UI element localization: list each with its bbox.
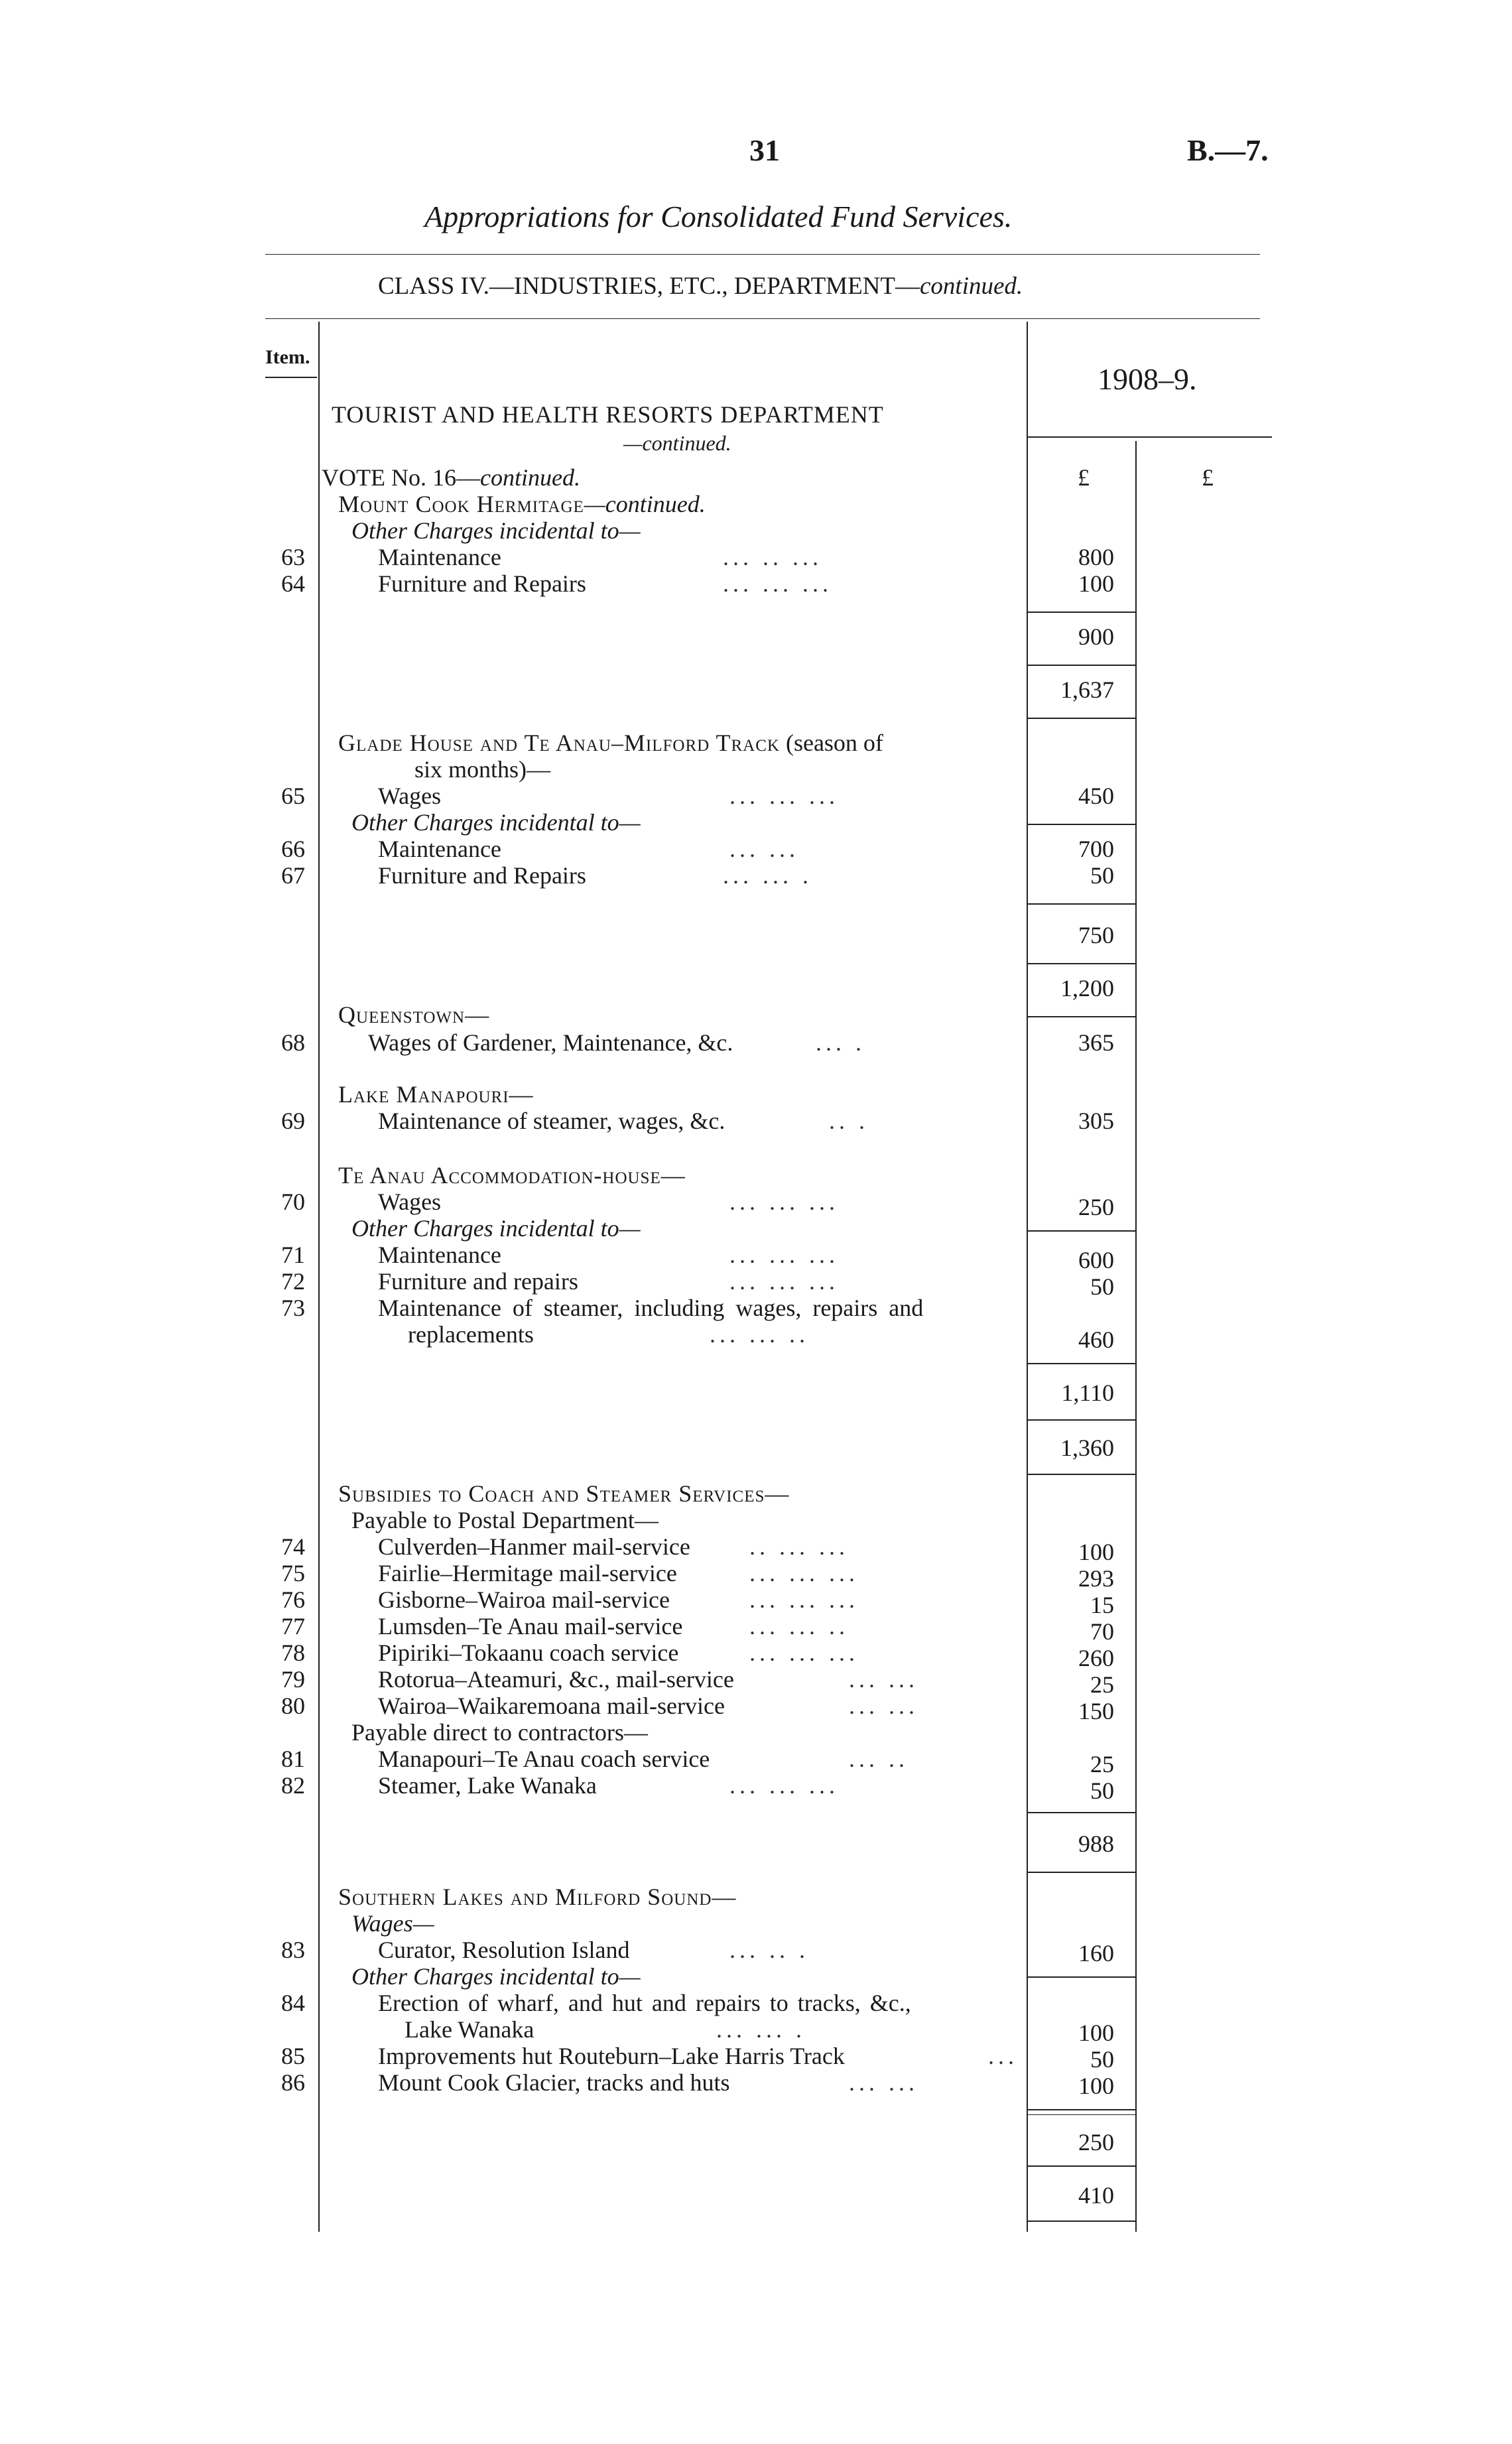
total-rule	[1027, 2165, 1135, 2167]
leader-dots: .. ... ...	[749, 1533, 849, 1560]
leader-dots: ... ... ...	[749, 1586, 859, 1613]
subtotal-rule	[1027, 1812, 1135, 1813]
mount-cook-sub: Other Charges incidental to—	[351, 517, 641, 544]
currency-symbol-2: £	[1202, 464, 1214, 491]
mount-cook-heading	[338, 491, 706, 517]
line-amount: 450	[1078, 783, 1114, 809]
item-number: 75	[281, 1560, 305, 1586]
leader-dots: ... ...	[849, 1693, 918, 1719]
line-label-continued: Lake Wanaka	[405, 2016, 535, 2043]
class-heading-cont: continued.	[920, 273, 1023, 300]
manapouri-heading: Lake Manapouri—	[338, 1081, 534, 1108]
item-number: 77	[281, 1613, 305, 1640]
line-amount: 460	[1078, 1326, 1114, 1353]
southern-lakes-heading: Southern Lakes and Milford Sound—	[338, 1884, 737, 1910]
line-label: Gisborne–Wairoa mail-service	[378, 1586, 670, 1613]
department-cont: —continued.	[623, 431, 731, 455]
line-label: Maintenance of steamer, wages, &c.	[378, 1108, 725, 1134]
leader-dots: ... ...	[849, 1666, 918, 1693]
item-number: 81	[281, 1746, 305, 1772]
subtotal-amount: 900	[1078, 623, 1114, 650]
line-amount: 293	[1078, 1565, 1114, 1592]
line-label: Wages	[378, 783, 442, 809]
leader-dots: ... .. .	[729, 1937, 809, 1963]
line-label: Steamer, Lake Wanaka	[378, 1772, 597, 1799]
item-number: 68	[281, 1029, 305, 1056]
line-label-continued: replacements	[408, 1321, 534, 1348]
glade-house-heading	[338, 730, 883, 756]
row-rule	[1027, 1976, 1135, 1978]
leader-dots: ... ... ..	[710, 1321, 809, 1348]
line-amount: 25	[1090, 1671, 1114, 1698]
mount-cook-title: Mount Cook Hermitage	[338, 491, 584, 517]
line-label: Rotorua–Ateamuri, &c., mail-service	[378, 1666, 734, 1693]
leader-dots: ... .	[816, 1029, 865, 1056]
item-number: 86	[281, 2069, 305, 2096]
line-amount: 50	[1090, 1777, 1114, 1804]
item-number: 70	[281, 1189, 305, 1215]
line-label: Furniture and Repairs	[378, 862, 586, 889]
line-amount: 100	[1078, 2073, 1114, 2099]
item-number: 78	[281, 1640, 305, 1666]
item-number: 73	[281, 1295, 305, 1321]
line-amount: 100	[1078, 570, 1114, 597]
item-number: 67	[281, 862, 305, 889]
vote-cont: continued.	[479, 464, 580, 491]
top-rule	[265, 318, 1260, 319]
leader-dots: ... ... ...	[729, 1772, 839, 1799]
glade-house-tail: (season of	[785, 730, 883, 756]
glade-house-heading-line2: six months)—	[414, 756, 551, 783]
leader-dots: ... ...	[849, 2069, 918, 2096]
line-amount: 25	[1090, 1751, 1114, 1777]
currency-symbol-1: £	[1078, 464, 1090, 491]
leader-dots: ... ... ...	[723, 570, 832, 597]
item-number: 74	[281, 1533, 305, 1560]
line-amount: 100	[1078, 2020, 1114, 2046]
amount-column-divider-left	[1027, 322, 1028, 2232]
section-end-rule	[1027, 718, 1135, 719]
line-amount: 50	[1090, 1273, 1114, 1300]
item-column-divider	[318, 322, 320, 2232]
class-heading-text: CLASS IV.—INDUSTRIES, ETC., DEPARTMENT—	[378, 273, 920, 300]
leader-dots: ... ... ...	[729, 783, 839, 809]
leader-dots: ... ..	[849, 1746, 909, 1772]
total-amount: 1,360	[1060, 1435, 1114, 1461]
document-reference: B.—7.	[1187, 133, 1269, 167]
line-label: Maintenance of steamer, including wages, repairs and	[378, 1295, 924, 1321]
line-amount: 50	[1090, 862, 1114, 889]
section-end-rule	[1027, 1016, 1135, 1017]
item-number: 82	[281, 1772, 305, 1799]
total-amount: 988	[1078, 1831, 1114, 1857]
line-amount: 150	[1078, 1698, 1114, 1724]
row-rule	[1027, 1230, 1135, 1232]
line-label: Maintenance	[378, 1242, 501, 1268]
leader-dots: ... .. ...	[723, 544, 822, 570]
item-number: 69	[281, 1108, 305, 1134]
line-label: Erection of wharf, and hut and repairs to tracks, &c.,	[378, 1990, 911, 2016]
total-rule	[1027, 665, 1135, 666]
line-label: Maintenance	[378, 544, 501, 570]
year-header-rule	[1027, 436, 1272, 438]
item-number: 64	[281, 570, 305, 597]
item-number: 65	[281, 783, 305, 809]
row-rule	[1027, 824, 1135, 825]
subsidies-heading: Subsidies to Coach and Steamer Services—	[338, 1480, 790, 1507]
line-label: Culverden–Hanmer mail-service	[378, 1533, 690, 1560]
item-number: 79	[281, 1666, 305, 1693]
queenstown-heading: Queenstown—	[338, 1001, 490, 1028]
item-number: 83	[281, 1937, 305, 1963]
department-name: TOURIST AND HEALTH RESORTS DEPARTMENT	[332, 401, 884, 428]
leader-dots: ... ... ...	[729, 1189, 839, 1215]
leader-dots: ... ... .	[716, 2016, 806, 2043]
leader-dots: .. .	[829, 1108, 869, 1134]
line-label: Lumsden–Te Anau mail-service	[378, 1613, 683, 1640]
mount-cook-cont: —continued.	[584, 491, 706, 517]
line-label: Furniture and Repairs	[378, 570, 586, 597]
line-label: Improvements hut Routeburn–Lake Harris Track	[378, 2043, 845, 2069]
section-end-rule	[1027, 1872, 1135, 1873]
total-amount: 410	[1078, 2182, 1114, 2209]
section-end-rule	[1027, 2220, 1135, 2222]
amount-column-divider-right	[1135, 441, 1137, 2232]
total-amount: 1,200	[1060, 975, 1114, 1001]
line-label: Fairlie–Hermitage mail-service	[378, 1560, 677, 1586]
section-end-rule	[1027, 1474, 1135, 1475]
line-amount: 50	[1090, 2046, 1114, 2073]
leader-dots: ... ... ..	[749, 1613, 849, 1640]
subsidies-direct-heading: Payable direct to contractors—	[351, 1719, 648, 1746]
item-number: 80	[281, 1693, 305, 1719]
subtotal-amount: 1,110	[1061, 1380, 1114, 1406]
te-anau-heading: Te Anau Accommodation-house—	[338, 1162, 686, 1189]
line-label: Furniture and repairs	[378, 1268, 578, 1295]
class-heading	[378, 272, 1023, 300]
line-label: Pipiriki–Tokaanu coach service	[378, 1640, 679, 1666]
leader-dots: ... ... ...	[729, 1268, 839, 1295]
vote-line	[322, 464, 580, 491]
total-rule	[1027, 963, 1135, 964]
total-rule	[1027, 1419, 1135, 1421]
line-amount: 260	[1078, 1645, 1114, 1671]
item-number: 63	[281, 544, 305, 570]
glade-house-sub: Other Charges incidental to—	[351, 809, 641, 836]
item-number: 84	[281, 1990, 305, 2016]
line-amount: 305	[1078, 1108, 1114, 1134]
subtotal-rule	[1027, 903, 1135, 905]
glade-house-title: Glade House and Te Anau–Milford Track	[338, 730, 780, 756]
leader-dots: ... ... ...	[749, 1640, 859, 1666]
line-amount: 600	[1078, 1247, 1114, 1273]
subtotal-rule	[1027, 1363, 1135, 1364]
subtotal-rule	[1027, 611, 1135, 613]
line-amount: 100	[1078, 1539, 1114, 1565]
subtotal-amount: 250	[1078, 2129, 1114, 2155]
line-label: Wairoa–Waikaremoana mail-service	[378, 1693, 725, 1719]
line-amount: 700	[1078, 836, 1114, 862]
line-amount: 250	[1078, 1194, 1114, 1220]
total-amount: 1,637	[1060, 676, 1114, 703]
year-header: 1908–9.	[1098, 362, 1197, 396]
subtotal-rule	[1027, 2109, 1135, 2110]
page-number: 31	[749, 133, 780, 167]
page-title: Appropriations for Consolidated Fund Services.	[424, 200, 1013, 233]
line-amount: 160	[1078, 1940, 1114, 1966]
leader-dots: ... ...	[729, 836, 799, 862]
line-amount: 365	[1078, 1029, 1114, 1056]
line-amount: 800	[1078, 544, 1114, 570]
item-number: 85	[281, 2043, 305, 2069]
subtotal-amount: 750	[1078, 922, 1114, 948]
line-label: Mount Cook Glacier, tracks and huts	[378, 2069, 730, 2096]
item-header-rule	[265, 377, 317, 378]
subsidies-postal-heading: Payable to Postal Department—	[351, 1507, 659, 1533]
southern-lakes-sub: Other Charges incidental to—	[351, 1963, 641, 1990]
item-number: 71	[281, 1242, 305, 1268]
item-number: 72	[281, 1268, 305, 1295]
te-anau-sub: Other Charges incidental to—	[351, 1215, 641, 1242]
item-column-header: Item.	[265, 346, 310, 368]
line-label: Manapouri–Te Anau coach service	[378, 1746, 710, 1772]
line-label: Curator, Resolution Island	[378, 1937, 630, 1963]
leader-dots: ... ... ...	[749, 1560, 859, 1586]
leader-dots: ... ... ...	[729, 1242, 839, 1268]
title-rule	[265, 254, 1260, 255]
subtotal-rule-double	[1027, 2114, 1135, 2115]
item-number: 76	[281, 1586, 305, 1613]
line-label: Wages of Gardener, Maintenance, &c.	[368, 1029, 733, 1056]
line-label: Wages	[378, 1189, 442, 1215]
leader-dots: ...	[988, 2043, 1018, 2069]
southern-lakes-wages: Wages—	[351, 1910, 434, 1937]
vote-prefix: VOTE No. 16—	[322, 464, 480, 491]
line-label: Maintenance	[378, 836, 501, 862]
item-number: 66	[281, 836, 305, 862]
line-amount: 15	[1090, 1592, 1114, 1618]
leader-dots: ... ... .	[723, 862, 812, 889]
line-amount: 70	[1090, 1618, 1114, 1645]
